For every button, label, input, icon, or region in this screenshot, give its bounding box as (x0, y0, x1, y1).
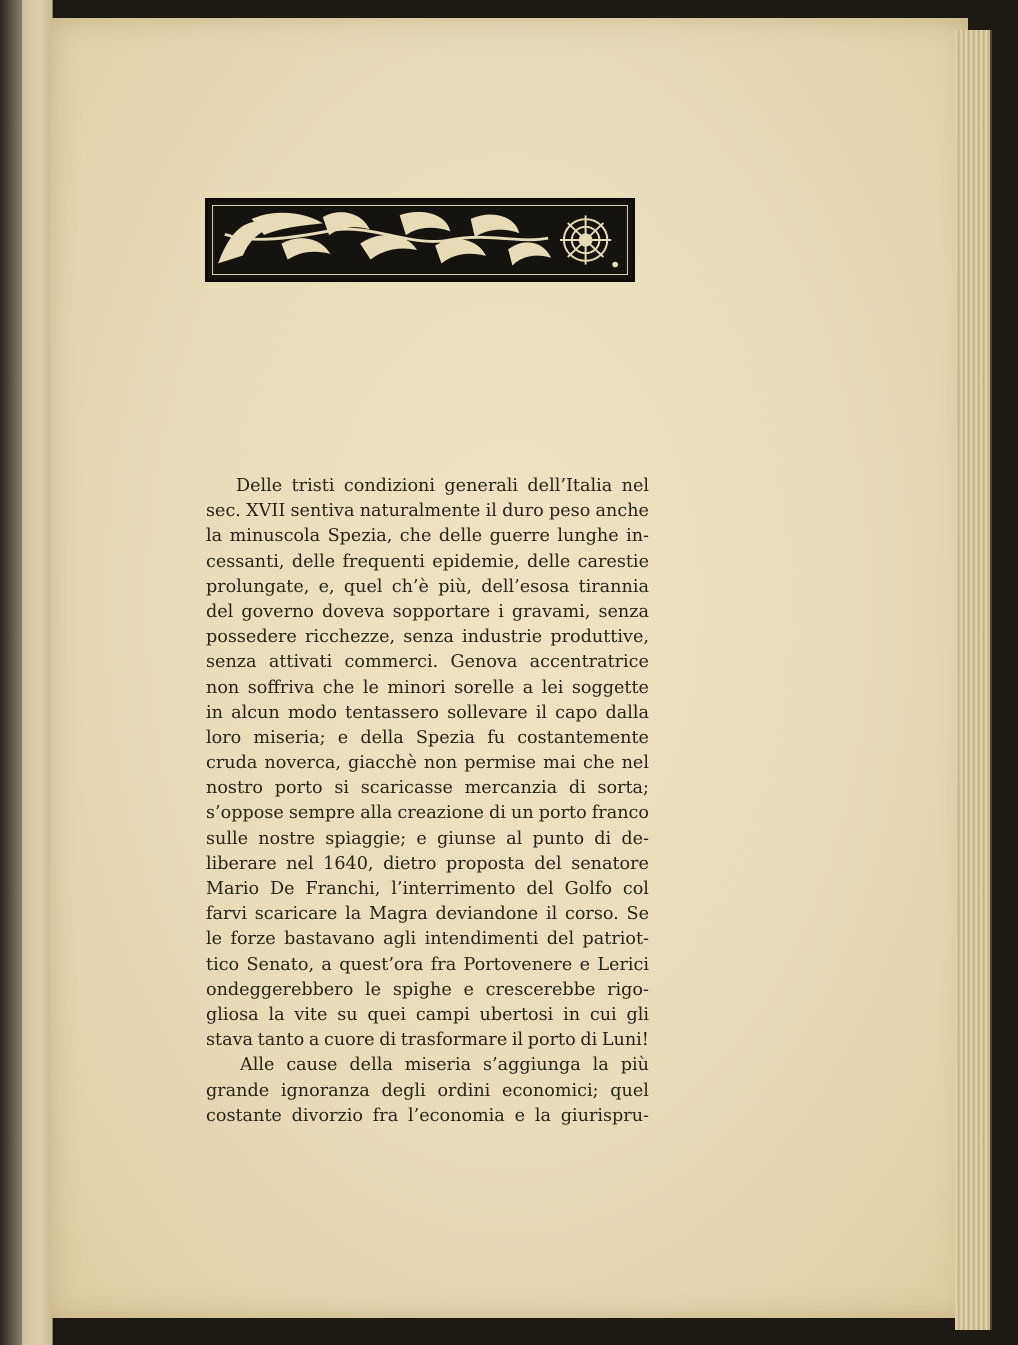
word: dietro (383, 853, 437, 874)
word: senza (206, 652, 257, 673)
text-line (206, 776, 649, 801)
word: sec. (206, 501, 241, 522)
text-line (206, 726, 649, 751)
word: De (270, 879, 295, 899)
word: modo (287, 702, 337, 723)
word: deviandone (435, 904, 539, 925)
word: che (322, 677, 355, 698)
word: ricchezze, (305, 627, 396, 648)
word: Mario (206, 879, 260, 899)
word: del (526, 879, 554, 899)
word: lei (541, 677, 564, 698)
text-line (206, 978, 649, 1003)
word: farvi (206, 904, 247, 925)
text-line (206, 852, 649, 877)
word: generali (444, 476, 518, 496)
word: divorzio (291, 1105, 363, 1126)
left-page-edge (22, 0, 53, 1345)
word: liberare (206, 853, 277, 874)
word: loro (206, 727, 242, 748)
word: Spezia (415, 727, 476, 748)
word: patriot- (582, 929, 649, 950)
word: delle (438, 526, 483, 547)
word: corso. (564, 904, 619, 925)
word: la (534, 1105, 551, 1126)
word: che (399, 526, 432, 547)
word: mercanzia (464, 778, 558, 799)
text-line (206, 1104, 649, 1129)
text-line (206, 1003, 649, 1028)
word: a (522, 677, 534, 698)
word: cui (589, 1004, 617, 1025)
word: degli (381, 1080, 426, 1101)
word: grande (206, 1080, 270, 1101)
word: un (511, 803, 534, 824)
word: le (365, 979, 382, 1000)
word: su (337, 1004, 358, 1025)
word: soffriva (247, 677, 315, 698)
word: economici; (502, 1080, 599, 1101)
text-line (206, 1053, 649, 1078)
text-line (206, 902, 649, 927)
word: fra (372, 1105, 399, 1126)
word: tanto (257, 1030, 305, 1051)
word: della (360, 727, 404, 748)
word: cuore (323, 1030, 375, 1051)
word: non (206, 677, 240, 698)
word: a (308, 1030, 320, 1051)
word: nel (621, 753, 649, 774)
word: ignoranza (280, 1080, 370, 1101)
word: la (345, 904, 362, 925)
word: tico (206, 954, 240, 975)
word: e (579, 954, 591, 975)
text-line (206, 575, 649, 600)
word: fu (487, 727, 506, 748)
word: della (349, 1055, 393, 1076)
word: a (321, 954, 332, 975)
word: frequenti (342, 551, 425, 572)
word: scaricare (254, 904, 338, 925)
word: al (506, 828, 523, 849)
word: del (206, 601, 234, 622)
word: prolungate, (206, 576, 310, 597)
word: spighe (392, 979, 452, 1000)
word: il (485, 501, 497, 522)
word: Genova (450, 652, 518, 673)
text-line (206, 676, 649, 701)
word: permise (464, 753, 537, 774)
word: l’economia (408, 1105, 505, 1126)
word: sentiva (290, 501, 355, 522)
word: nostro (206, 778, 264, 799)
text-line (206, 524, 649, 549)
word: minori (387, 677, 446, 698)
word: bastavano (284, 929, 375, 950)
word: Franchi, (305, 879, 381, 899)
word: campi (415, 1004, 470, 1025)
word: miseria; (253, 727, 326, 748)
word: ondeggerebbero (206, 979, 354, 1000)
word: punto (532, 828, 585, 849)
word: giacchè (348, 753, 417, 774)
text-line (206, 877, 649, 902)
word: le (362, 677, 379, 698)
word: Golfo (564, 879, 612, 899)
word: accentratrice (529, 652, 649, 673)
word: commerci. (344, 652, 439, 673)
word: trasformare (400, 1030, 508, 1051)
word: Alle (240, 1055, 275, 1076)
word: forze (230, 929, 276, 950)
word: si (334, 778, 349, 799)
word: del (534, 853, 562, 874)
word: più, (438, 576, 473, 597)
word: quel (343, 576, 383, 597)
word: minuscola (229, 526, 321, 547)
text-line (206, 474, 649, 499)
word: Delle (236, 476, 283, 496)
word: doveva (321, 601, 385, 622)
page-stack-edges (955, 30, 992, 1330)
text-line (206, 1079, 649, 1104)
word: dell’Italia (527, 476, 613, 496)
word: capo (555, 702, 598, 723)
word: giurispru- (560, 1105, 649, 1126)
word: sempre (288, 803, 356, 824)
word: de- (621, 828, 649, 849)
word: Portovenere (463, 954, 573, 975)
text-line (206, 550, 649, 575)
word: di (568, 778, 586, 799)
word: in- (626, 526, 649, 547)
word: ubertosi (479, 1004, 554, 1025)
word: soggette (571, 677, 649, 698)
word: di (379, 1030, 397, 1051)
word: senza (598, 601, 649, 622)
word: e (337, 727, 349, 748)
word: condizioni (343, 476, 435, 496)
word: Senato, (246, 954, 315, 975)
word: epidemie, (432, 551, 520, 572)
word: sorta; (597, 778, 649, 799)
word: s’aggiunga (483, 1055, 581, 1076)
word: più (620, 1055, 649, 1076)
word: proposta (446, 853, 525, 874)
word: 1640, (323, 853, 374, 874)
text-line (206, 927, 649, 952)
word: il (545, 904, 558, 925)
word: dalla (605, 702, 649, 723)
word: porto (274, 778, 323, 799)
word: nel (621, 476, 649, 496)
text-line (206, 801, 649, 826)
text-line (206, 625, 649, 650)
word: crescerebbe (485, 979, 596, 1000)
word: s’oppose (206, 803, 284, 824)
word: cessanti, (206, 551, 285, 572)
floral-headpiece-ornament (205, 198, 635, 282)
word: sopportare (392, 601, 491, 622)
word: quest’ora (339, 954, 424, 975)
word: quei (367, 1004, 407, 1025)
word: governo (241, 601, 314, 622)
word: dell’esosa (481, 576, 570, 597)
word: produttive, (550, 627, 649, 648)
text-line (206, 701, 649, 726)
word: il (511, 1030, 524, 1051)
word: la (592, 1055, 609, 1076)
word: nostre (258, 828, 316, 849)
word: agli (383, 929, 417, 950)
word: Lerici (597, 954, 649, 975)
word: quel (610, 1080, 649, 1101)
word: giunse (436, 828, 496, 849)
word: franco (591, 803, 649, 824)
word: miseria (404, 1055, 472, 1076)
word: Spezia, (327, 526, 393, 547)
word: lunghe (557, 526, 619, 547)
ornament-artwork (213, 206, 627, 274)
word: alcun (231, 702, 280, 723)
word: duro (502, 501, 544, 522)
word: fra (430, 954, 457, 975)
text-line (206, 953, 649, 978)
word: i (498, 601, 504, 622)
word: ordini (437, 1080, 491, 1101)
word: attivati (268, 652, 333, 673)
word: stava (206, 1030, 254, 1051)
word: in (206, 702, 223, 723)
word: gravami, (511, 601, 591, 622)
word: sulle (206, 828, 249, 849)
word: del (546, 929, 575, 950)
word: possedere (206, 627, 297, 648)
word: l’interrimento (391, 879, 516, 899)
body-text (206, 474, 649, 1129)
word: vite (294, 1004, 328, 1025)
word: senatore (571, 853, 649, 874)
word: costante (206, 1105, 282, 1126)
text-line (206, 827, 649, 852)
word: Magra (369, 904, 428, 925)
word: la (206, 526, 223, 547)
word: cause (286, 1055, 338, 1076)
word: guerre (489, 526, 550, 547)
word: ch’è (391, 576, 429, 597)
text-line (206, 751, 649, 776)
word: rigo- (607, 979, 649, 1000)
word: cruda (206, 753, 258, 774)
word: sorelle (454, 677, 515, 698)
word: anche (595, 501, 649, 522)
word: carestie (577, 551, 649, 572)
word: alla (360, 803, 393, 824)
text-line (206, 650, 649, 675)
word: e (416, 828, 427, 849)
word: naturalmente (359, 501, 481, 522)
word: il (535, 702, 548, 723)
word: le (206, 929, 223, 950)
word: costantemente (517, 727, 649, 748)
word: gliosa (206, 1004, 259, 1025)
word: intendimenti (424, 929, 539, 950)
word: porto (538, 803, 587, 824)
word: che (582, 753, 615, 774)
word: di (580, 1030, 598, 1051)
word: e (514, 1105, 526, 1126)
word: porto (527, 1030, 576, 1051)
word: la (268, 1004, 285, 1025)
word: mai (543, 753, 576, 774)
word: di (594, 828, 612, 849)
word: peso (548, 501, 591, 522)
word: creazione (397, 803, 484, 824)
word: Luni! (601, 1030, 649, 1051)
word: scaricasse (360, 778, 453, 799)
word: sollevare (447, 702, 528, 723)
text-line (206, 600, 649, 625)
word: non (423, 753, 458, 774)
word: tentassero (345, 702, 439, 723)
word: industrie (462, 627, 543, 648)
word: in (563, 1004, 581, 1025)
word: delle (291, 551, 336, 572)
word: di (489, 803, 506, 824)
word: spiaggie; (325, 828, 407, 849)
word: senza (403, 627, 454, 648)
word: noverca, (264, 753, 342, 774)
word: col (622, 879, 649, 899)
word: e, (318, 576, 335, 597)
word: tristi (291, 476, 335, 496)
word: nel (286, 853, 314, 874)
text-line (206, 1028, 649, 1053)
word: XVII (246, 501, 286, 522)
word: tirannia (578, 576, 649, 597)
word: delle (526, 551, 571, 572)
text-line (206, 499, 649, 524)
word: e (463, 979, 474, 1000)
word: Se (626, 904, 649, 925)
word: gli (626, 1004, 649, 1025)
